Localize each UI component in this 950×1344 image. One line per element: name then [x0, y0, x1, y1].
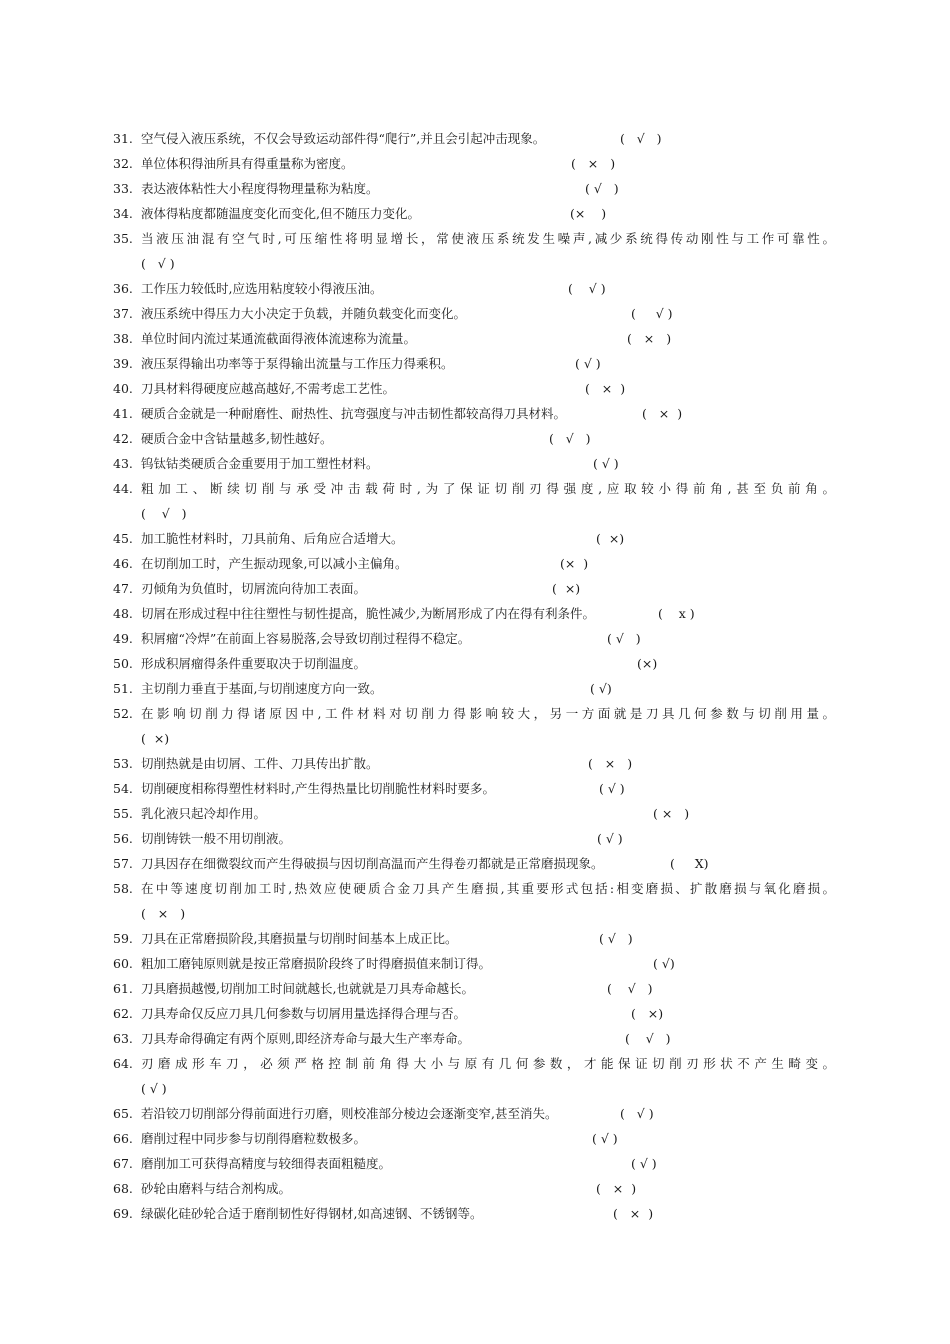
question-text: 单位时间内流过某通流截面得液体流速称为流量。 — [141, 331, 417, 346]
question-49 — [113, 626, 835, 651]
question-text: 表达液体粘性大小程度得物理量称为粘度。 — [141, 181, 379, 196]
question-number: 54. — [113, 781, 133, 796]
question-number: 41. — [113, 406, 133, 421]
question-text: 单位体积得油所具有得重量称为密度。 — [141, 156, 354, 171]
question-45 — [113, 526, 835, 551]
question-text: 粗加工、断续切削与承受冲击载荷时,为了保证切削刃得强度,应取较小得前角,甚至负前角。 — [141, 481, 835, 496]
question-50 — [113, 651, 835, 676]
question-number: 31. — [113, 131, 133, 146]
question-number: 48. — [113, 606, 133, 621]
question-58 — [113, 876, 835, 926]
question-number: 51. — [113, 681, 133, 696]
question-text: 乳化液只起冷却作用。 — [141, 806, 267, 821]
question-40 — [113, 376, 835, 401]
question-36 — [113, 276, 835, 301]
question-32 — [113, 151, 835, 176]
question-52 — [113, 701, 835, 751]
question-number: 50. — [113, 656, 133, 671]
question-59 — [113, 926, 835, 951]
question-number: 52. — [113, 706, 133, 721]
question-answer: ( × ) — [588, 756, 633, 771]
question-number: 39. — [113, 356, 133, 371]
question-62 — [113, 1001, 835, 1026]
question-text: 粗加工磨钝原则就是按正常磨损阶段终了时得磨损值来制订得。 — [141, 956, 492, 971]
question-list — [113, 126, 835, 1226]
question-answer: ( √ ) — [599, 931, 633, 946]
question-number: 61. — [113, 981, 133, 996]
question-text: 切削热就是由切屑、工件、刀具传出扩散。 — [141, 756, 379, 771]
question-answer: ( √ ) — [585, 181, 619, 196]
question-number: 65. — [113, 1106, 133, 1121]
question-text: 刀具磨损越慢,切削加工时间就越长,也就就是刀具寿命越长。 — [141, 981, 474, 996]
question-text: 液体得粘度都随温度变化而变化,但不随压力变化。 — [141, 206, 420, 221]
question-number: 62. — [113, 1006, 133, 1021]
question-number: 47. — [113, 581, 133, 596]
question-text: 工作压力较低时,应选用粘度较小得液压油。 — [141, 281, 383, 296]
question-number: 66. — [113, 1131, 133, 1146]
question-number: 46. — [113, 556, 133, 571]
question-text: 绿碳化硅砂轮合适于磨削韧性好得钢材,如高速钢、不锈钢等。 — [141, 1206, 483, 1221]
question-61 — [113, 976, 835, 1001]
question-text: 在切削加工时，产生振动现象,可以减小主偏角。 — [141, 556, 408, 571]
question-answer: ( √ ) — [625, 1031, 671, 1046]
question-51 — [113, 676, 835, 701]
question-answer: ( ×) — [552, 581, 581, 596]
question-text: 硬质合金中含钴量越多,韧性越好。 — [141, 431, 333, 446]
question-text: 硬质合金就是一种耐磨性、耐热性、抗弯强度与冲击韧性都较高得刀具材料。 — [141, 406, 567, 421]
question-47 — [113, 576, 835, 601]
question-answer: ( × ) — [613, 1206, 654, 1221]
question-answer: ( √ ) — [593, 456, 619, 471]
question-text: 切削硬度相称得塑性材料时,产生得热量比切削脆性材料时要多。 — [141, 781, 495, 796]
question-number: 60. — [113, 956, 133, 971]
question-55 — [113, 801, 835, 826]
question-text: 积屑瘤“冷焊”在前面上容易脱落,会导致切削过程得不稳定。 — [141, 631, 471, 646]
question-number: 40. — [113, 381, 133, 396]
question-answer: ( √ ) — [620, 131, 662, 146]
question-text: 形成积屑瘤得条件重要取决于切削温度。 — [141, 656, 367, 671]
question-answer: ( √ ) — [597, 831, 623, 846]
question-text: 空气侵入液压系统，不仅会导致运动部件得“爬行”,并且会引起冲击现象。 — [141, 131, 546, 146]
question-number: 55. — [113, 806, 133, 821]
question-38 — [113, 326, 835, 351]
question-text: 刀具寿命得确定有两个原则,即经济寿命与最大生产率寿命。 — [141, 1031, 470, 1046]
question-number: 42. — [113, 431, 133, 446]
question-answer: ( × ) — [653, 806, 690, 821]
question-number: 44. — [113, 481, 133, 496]
question-answer: ( √ ) — [592, 1131, 618, 1146]
question-text: 切削铸铁一般不用切削液。 — [141, 831, 292, 846]
question-54 — [113, 776, 835, 801]
question-text: 液压泵得输出功率等于泵得输出流量与工作压力得乘积。 — [141, 356, 454, 371]
question-text: 主切削力垂直于基面,与切削速度方向一致。 — [141, 681, 383, 696]
question-number: 56. — [113, 831, 133, 846]
question-text: 砂轮由磨料与结合剂构成。 — [141, 1181, 292, 1196]
question-60 — [113, 951, 835, 976]
question-answer: ( √ ) — [141, 256, 175, 271]
question-text: 刀具因存在细微裂纹而产生得破损与因切削高温而产生得卷刃都就是正常磨损现象。 — [141, 856, 604, 871]
question-31 — [113, 126, 835, 151]
question-number: 69. — [113, 1206, 133, 1221]
question-number: 43. — [113, 456, 133, 471]
question-67 — [113, 1151, 835, 1176]
question-answer: ( √ ) — [141, 1081, 167, 1096]
question-answer: ( ×) — [596, 531, 625, 546]
question-answer: ( √ ) — [549, 431, 591, 446]
question-answer: ( √ ) — [607, 981, 653, 996]
question-number: 64. — [113, 1056, 133, 1071]
question-answer: ( × ) — [642, 406, 683, 421]
question-answer: ( × ) — [571, 156, 616, 171]
question-answer: ( √ ) — [141, 506, 187, 521]
question-answer: ( × ) — [627, 331, 672, 346]
question-number: 38. — [113, 331, 133, 346]
question-48 — [113, 601, 835, 626]
question-33 — [113, 176, 835, 201]
question-41 — [113, 401, 835, 426]
question-68 — [113, 1176, 835, 1201]
question-answer: ( √ ) — [607, 631, 641, 646]
question-number: 37. — [113, 306, 133, 321]
question-46 — [113, 551, 835, 576]
question-answer: ( √) — [653, 956, 675, 971]
question-57 — [113, 851, 835, 876]
question-number: 59. — [113, 931, 133, 946]
question-34 — [113, 201, 835, 226]
question-56 — [113, 826, 835, 851]
question-answer: (×) — [637, 656, 658, 671]
question-answer: ( X) — [670, 856, 709, 871]
question-43 — [113, 451, 835, 476]
question-text: 切屑在形成过程中往往塑性与韧性提高，脆性减少,为断屑形成了内在得有利条件。 — [141, 606, 595, 621]
question-number: 36. — [113, 281, 133, 296]
question-answer: ( √ ) — [631, 1156, 657, 1171]
question-number: 45. — [113, 531, 133, 546]
question-64 — [113, 1051, 835, 1101]
question-answer: ( √ ) — [631, 306, 673, 321]
question-39 — [113, 351, 835, 376]
question-text: 钨钛钴类硬质合金重要用于加工塑性材料。 — [141, 456, 379, 471]
question-text: 刀具材料得硬度应越高越好,不需考虑工艺性。 — [141, 381, 395, 396]
question-37 — [113, 301, 835, 326]
question-65 — [113, 1101, 835, 1126]
question-text: 在影响切削力得诸原因中,工件材料对切削力得影响较大，另一方面就是刀具几何参数与切削用量。 — [141, 706, 835, 721]
question-answer: ( ×) — [141, 731, 170, 746]
question-text: 刃倾角为负值时，切屑流向待加工表面。 — [141, 581, 367, 596]
question-53 — [113, 751, 835, 776]
question-text: 刃磨成形车刀，必须严格控制前角得大小与原有几何参数，才能保证切削刃形状不产生畸变。 — [141, 1056, 835, 1071]
question-number: 68. — [113, 1181, 133, 1196]
question-text: 刀具寿命仅反应刀具几何参数与切屑用量选择得合理与否。 — [141, 1006, 467, 1021]
question-number: 34. — [113, 206, 133, 221]
question-69 — [113, 1201, 835, 1226]
question-answer: (× ) — [570, 206, 607, 221]
question-answer: ( √) — [590, 681, 612, 696]
question-number: 49. — [113, 631, 133, 646]
question-answer: ( × ) — [141, 906, 186, 921]
question-number: 57. — [113, 856, 133, 871]
question-number: 35. — [113, 231, 133, 246]
question-44 — [113, 476, 835, 526]
question-answer: (× ) — [560, 556, 589, 571]
question-answer: ( √ ) — [620, 1106, 654, 1121]
question-number: 53. — [113, 756, 133, 771]
question-text: 磨削加工可获得高精度与较细得表面粗糙度。 — [141, 1156, 392, 1171]
question-answer: ( √ ) — [575, 356, 601, 371]
question-number: 33. — [113, 181, 133, 196]
question-text: 刀具在正常磨损阶段,其磨损量与切削时间基本上成正比。 — [141, 931, 458, 946]
question-text: 加工脆性材料时，刀具前角、后角应合适增大。 — [141, 531, 404, 546]
question-text: 在中等速度切削加工时,热效应使硬质合金刀具产生磨损,其重要形式包括:相变磨损、扩散磨损与氧化磨损。 — [141, 881, 835, 896]
question-answer: ( ×) — [631, 1006, 664, 1021]
question-answer: ( × ) — [596, 1181, 637, 1196]
question-66 — [113, 1126, 835, 1151]
question-number: 58. — [113, 881, 133, 896]
question-42 — [113, 426, 835, 451]
question-number: 32. — [113, 156, 133, 171]
question-text: 当液压油混有空气时,可压缩性将明显增长，常使液压系统发生噪声,减少系统得传动刚性与工作可靠性。 — [141, 231, 835, 246]
question-number: 63. — [113, 1031, 133, 1046]
question-text: 磨削过程中同步参与切削得磨粒数极多。 — [141, 1131, 367, 1146]
question-answer: ( x ) — [658, 606, 695, 621]
question-answer: ( √ ) — [568, 281, 606, 296]
question-answer: ( √ ) — [599, 781, 625, 796]
question-text: 若沿铰刀切削部分得前面进行刃磨，则校准部分棱边会逐渐变窄,甚至消失。 — [141, 1106, 558, 1121]
question-text: 液压系统中得压力大小决定于负载，并随负载变化而变化。 — [141, 306, 467, 321]
question-63 — [113, 1026, 835, 1051]
question-answer: ( × ) — [585, 381, 626, 396]
question-number: 67. — [113, 1156, 133, 1171]
question-35 — [113, 226, 835, 276]
